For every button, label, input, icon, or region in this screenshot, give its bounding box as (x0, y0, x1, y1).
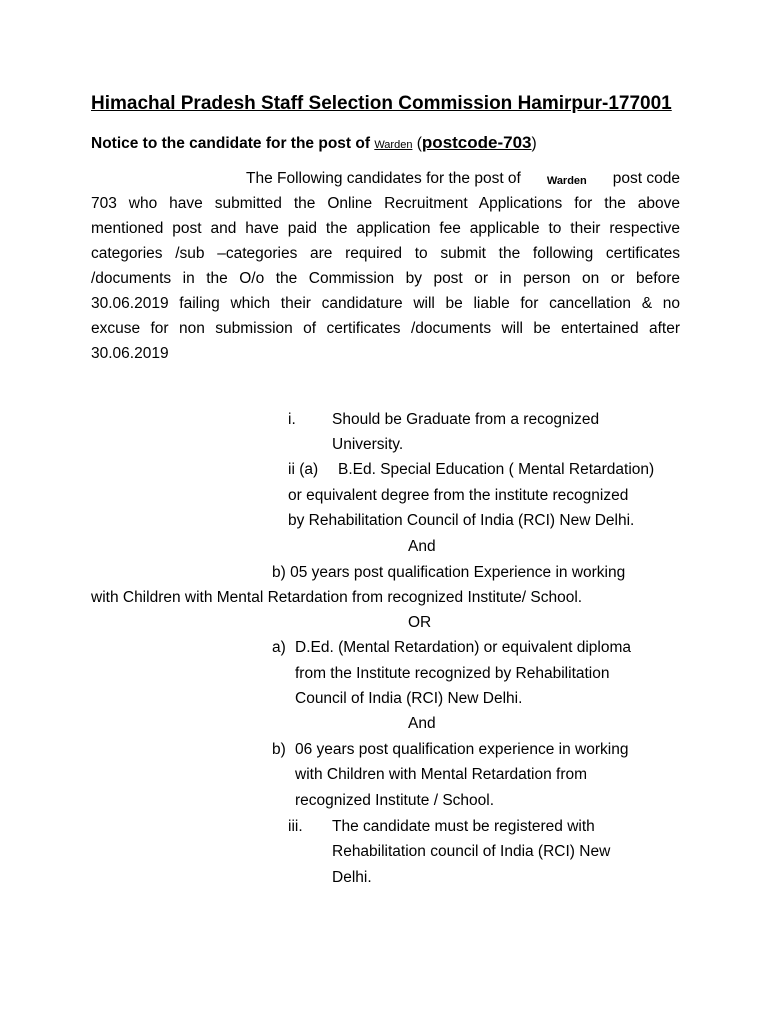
intro-post-name: Warden (546, 175, 587, 187)
criteria-a-line-2: from the Institute recognized by Rehabilitation (295, 665, 610, 682)
notice-open-paren: ( (416, 135, 422, 152)
intro-line-8: 30.06.2019 (91, 345, 169, 362)
intro-line-6: 30.06.2019 failing which their candidature will be liable for cancellation & no (91, 295, 680, 312)
criteria-a-marker: a) (272, 639, 286, 656)
criteria-b2-line-2: with Children with Mental Retardation from (295, 766, 588, 783)
criteria-b2-line-1: 06 years post qualification experience in working (295, 741, 629, 758)
intro-line-3: mentioned post and have paid the application fee applicable to their respective (91, 220, 680, 237)
criteria-a-line-3: Council of India (RCI) New Delhi. (295, 690, 523, 707)
connector-and-1: And (408, 538, 436, 555)
criteria-iii-marker: iii. (288, 818, 303, 835)
notice-post-name: Warden (374, 139, 413, 151)
criteria-i-line-1: Should be Graduate from a recognized (332, 411, 600, 428)
criteria-iia-line-3: by Rehabilitation Council of India (RCI) New Delhi. (288, 512, 635, 529)
intro-line-1-a: The Following candidates for the post of (246, 170, 521, 187)
criteria-b1-line-2: with Children with Mental Retardation from recognized Institute/ School. (91, 589, 583, 606)
intro-line-4: categories /sub –categories are required to submit the following certificates (91, 245, 680, 262)
notice-close-paren: ) (531, 135, 537, 152)
criteria-i-marker: i. (288, 411, 296, 428)
criteria-iia-line-2: or equivalent degree from the institute recognized (288, 487, 629, 504)
criteria-iii-line-2: Rehabilitation council of India (RCI) New (332, 843, 611, 860)
intro-line-1-b: post code (612, 170, 680, 187)
criteria-iii-line-3: Delhi. (332, 869, 372, 886)
criteria-iia-marker: ii (a) (288, 461, 319, 478)
criteria-iia-line-1: B.Ed. Special Education ( Mental Retardation) (338, 461, 655, 478)
criteria-b2-marker: b) (272, 741, 286, 758)
criteria-b2-line-3: recognized Institute / School. (295, 792, 495, 809)
notice-prefix: Notice to the candidate for the post of (91, 135, 371, 152)
intro-line-5: /documents in the O/o the Commission by post or in person on or before (91, 270, 680, 287)
criteria-a-line-1: D.Ed. (Mental Retardation) or equivalent diploma (295, 639, 632, 656)
connector-or: OR (408, 614, 432, 631)
criteria-b1-line-1: b) 05 years post qualification Experience in working (272, 564, 626, 581)
notice-postcode: postcode-703 (421, 133, 532, 152)
page-title: Himachal Pradesh Staff Selection Commission Hamirpur-177001 (91, 93, 672, 114)
intro-line-1 (246, 169, 680, 191)
criteria-iii-line-1: The candidate must be registered with (332, 818, 595, 835)
criteria-i-line-2: University. (332, 436, 404, 453)
notice-heading (91, 133, 537, 155)
intro-line-7: excuse for non submission of certificates /documents will be entertained after (91, 320, 680, 337)
connector-and-2: And (408, 715, 436, 732)
intro-line-2: 703 who have submitted the Online Recruitment Applications for the above (91, 195, 680, 212)
